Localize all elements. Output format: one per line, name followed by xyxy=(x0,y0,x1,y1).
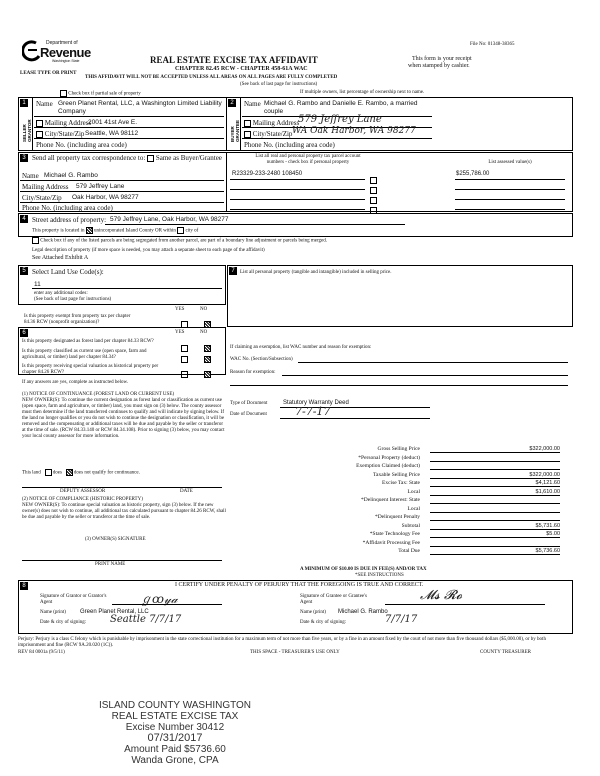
tax-row-value: $5,731.60 xyxy=(430,522,560,530)
stamp-line-4: 07/31/2017 xyxy=(147,732,203,744)
land-use-label: Select Land Use Code(s): xyxy=(32,268,104,276)
assessed-header: List assessed value(s) xyxy=(488,160,532,165)
grantor-name-label: Name (print) xyxy=(40,610,66,615)
notice-2-body: NEW OWNER(S): To continue special valuation as historic property, sign (3) below. If the new owner(s) does not wish to continue, all additional tax calculated pursuant to chapter 84.26 RCW, shall be due and payable by the seller or transferor at the time of sale. xyxy=(22,503,226,520)
perjury-notice: Perjury: Perjury is a class C felony which is punishable by imprisonment in the state correctional institution for a maximum term of not more than five years, or by a fine in an amount fixed by the court of not more than five thousand dollars ($5,000.00), or by both imprisonment and fine (RCW 9A.20.020 (1C)). xyxy=(18,637,546,648)
tax-row-label: *Delinquent Penalty xyxy=(374,514,420,520)
revenue-logo-icon xyxy=(22,40,42,62)
receipt-note-2: when stamped by cashier. xyxy=(408,63,470,69)
buyer-mailing: 579 Jeffrey Lane xyxy=(298,114,382,125)
parcel-number: R23329-233-2480 108450 xyxy=(232,171,303,177)
see-attached: See Attached Exhibit A xyxy=(32,255,89,261)
exempt-question: Is this property exempt from property tax per chapter 84.36 RCW (nonprofit organization)? xyxy=(24,314,131,325)
tax-row-label: Total Due xyxy=(398,548,420,554)
corr-name-label: Name xyxy=(22,172,39,180)
does-qualify-checkbox[interactable] xyxy=(45,469,52,476)
lease-note: LEASE TYPE OR PRINT xyxy=(20,71,77,76)
dept-line3: Washington State xyxy=(52,59,80,63)
buyer-city: WA Oak Harbor, WA 98277 xyxy=(292,126,416,136)
tax-row-value xyxy=(430,454,560,462)
deputy-assessor-label: DEPUTY ASSESSOR xyxy=(60,489,106,494)
tax-row-label: *State Technology Fee xyxy=(369,531,420,537)
tax-row-value: $322,000.00 xyxy=(430,471,560,479)
city-of-checkbox[interactable] xyxy=(177,227,184,234)
date-document: 7-7-17 xyxy=(295,405,331,418)
notice-1-body: NEW OWNER(S): To continue the current designation as forest land or classification as current use (open space, farm and agriculture, or timber) land, you must sign on (3) below. The county assessor must then determine if the land transferred continues to qualify and will indicate by signing below. If the land no longer qualifies or you do not wish to continue the designation or classification, it will be removed and the compensating or additional taxes will be due and payable by the seller or transferor at the time of sale. (RCW 84.33.140 or RCW 84.34.108). Prior to signing (3) below, you may contact your local county assessor for more information. xyxy=(22,398,225,439)
qualify-line: This land does does not qualify for continuance. xyxy=(22,470,140,476)
buyer-side-label: BUYER GRANTEE xyxy=(230,119,240,142)
stamp-line-6: Wanda Grone, CPA xyxy=(131,755,219,766)
unincorporated-checkbox[interactable] xyxy=(86,227,93,234)
grantor-name: Green Planet Rental, LLC xyxy=(80,609,149,615)
partial-sale-label: Check box if partial sale of property xyxy=(60,90,141,98)
tax-row-label: Subtotal xyxy=(401,522,420,529)
tax-row-label: *Delinquent Interest: State xyxy=(361,497,420,503)
section-4-number: 4 xyxy=(20,215,28,223)
seller-city: Seattle, WA 98112 xyxy=(85,130,139,137)
tax-row-value xyxy=(430,539,560,547)
tax-row-label: Local xyxy=(407,505,420,512)
yes-header-1: YES xyxy=(175,307,185,312)
tax-row-value: $4,121.60 xyxy=(430,479,560,487)
legal-description-label: Legal description of property (if more space is needed, you may attach a separate sheet to each page of the affidavit) xyxy=(32,248,265,253)
seller-mailing: 2001 41st Ave E. xyxy=(88,119,138,126)
tax-row-label: Gross Selling Price xyxy=(377,446,420,452)
tax-row xyxy=(280,547,560,556)
tax-row xyxy=(280,479,560,488)
grantee-date-label: Date & city of signing: xyxy=(300,620,347,625)
street-address-label: Street address of property: xyxy=(32,216,107,224)
does-not-qualify-checkbox[interactable] xyxy=(66,469,73,476)
tax-row xyxy=(280,539,560,548)
no-header-1: NO xyxy=(200,307,208,312)
tax-row-label: *Personal Property (deduct) xyxy=(358,454,420,461)
tax-calculation-table xyxy=(280,445,560,556)
buyer-name-label: Name xyxy=(244,100,261,108)
segregation-checkbox[interactable] xyxy=(32,237,39,244)
corr-mailing-label: Mailing Address xyxy=(22,183,69,191)
stamp-line-3: Excise Number 30412 xyxy=(125,722,225,733)
historic-yes-checkbox[interactable] xyxy=(181,365,188,383)
parcel-header: List all real and personal property tax parcel account numbers - check box if personal property xyxy=(255,154,361,165)
tax-row-label: Taxable Selling Price xyxy=(373,471,420,478)
partial-sale-checkbox[interactable] xyxy=(60,90,67,97)
section-2-number: 2 xyxy=(228,99,236,107)
grantee-signature: 𝓜𝓼 𝓡𝓸 xyxy=(420,588,463,603)
tax-row-value: $5.00 xyxy=(430,530,560,538)
file-number: File No: 01348-38365 xyxy=(470,42,515,47)
assessed-value: $255,786.00 xyxy=(456,171,490,177)
date-document-label: Date of Document xyxy=(230,412,267,417)
see-back-text: (See back of last page for instructions) xyxy=(240,82,318,87)
personal-property-label: List all personal property (tangible and intangible) included in selling price. xyxy=(240,270,392,275)
see-instructions-note: *SEE INSTRUCTIONS xyxy=(355,573,404,578)
form-title: REAL ESTATE EXCISE TAX AFFIDAVIT xyxy=(150,55,318,65)
send-correspondence-label: Send all property tax correspondence to: Same as Buyer/Grantee xyxy=(32,154,222,162)
buyer-mailing-checkbox[interactable] xyxy=(244,120,251,127)
section-8-number: 8 xyxy=(20,582,28,590)
notice-2-title: (2) NOTICE OF COMPLIANCE (HISTORIC PROPERTY) xyxy=(22,497,143,502)
historic-question: Is this property receiving special valuation as historical property per chapter 84.26 RCW? xyxy=(22,364,159,375)
treasurer-stamp xyxy=(60,700,290,766)
buyer-city-checkbox[interactable] xyxy=(244,131,251,138)
yes-header-2: YES xyxy=(175,330,185,335)
grantor-signature: ℊꝏ𝓎𝒶 xyxy=(140,592,178,606)
stamp-line-5: Amount Paid $5736.60 xyxy=(124,744,226,755)
section-7-number: 7 xyxy=(229,267,237,275)
grantee-date: 7/7/17 xyxy=(385,614,418,625)
located-line: This property is located in unincorporated Island County OR within city of xyxy=(32,228,199,234)
tax-row-value xyxy=(430,513,560,521)
tax-row xyxy=(280,530,560,539)
grantee-name: Michael G. Rambo xyxy=(338,609,388,615)
historic-no-checkbox[interactable] xyxy=(204,365,211,383)
section-5-number: 5 xyxy=(20,267,28,275)
tax-row xyxy=(280,496,560,505)
stamp-line-1: ISLAND COUNTY WASHINGTON xyxy=(98,700,252,711)
forest-question: Is this property designated as forest land per chapter 84.33 RCW? xyxy=(22,339,154,344)
exemption-claim-label: If claiming an exemption, list WAC number and reason for exemption: xyxy=(230,345,372,350)
warning-text: THIS AFFIDAVIT WILL NOT BE ACCEPTED UNLESS ALL AREAS ON ALL PAGES ARE FULLY COMPLETED xyxy=(85,75,338,80)
tax-row-value: $322,000.00 xyxy=(430,445,560,453)
land-use-code: 11 xyxy=(34,281,41,288)
seller-name: Green Planet Rental, LLC, a Washington Limited Liability xyxy=(58,100,222,107)
section-6-number: 6 xyxy=(20,329,28,337)
seller-mailing-checkbox[interactable] xyxy=(36,120,43,127)
deputy-date-label: DATE xyxy=(180,489,193,494)
section-3-number: 3 xyxy=(20,154,28,162)
tax-row xyxy=(280,471,560,480)
tax-row xyxy=(280,488,560,497)
buyer-phone-label: Phone No. (including area code) xyxy=(244,141,335,149)
wac-number-label: WAC No. (Section/Subsection) xyxy=(230,357,293,362)
dept-line1: Department of xyxy=(46,40,78,46)
seller-phone-label: Phone No. (including area code) xyxy=(36,141,127,149)
certify-statement: I CERTIFY UNDER PENALTY OF PERJURY THAT THE FOREGOING IS TRUE AND CORRECT. xyxy=(175,582,424,588)
tax-row xyxy=(280,522,560,531)
tax-row-label: Excise Tax: State xyxy=(381,480,420,486)
grantor-date-label: Date & city of signing: xyxy=(40,620,87,625)
section-1-number: 1 xyxy=(20,99,28,107)
current-use-question: Is this property classified as current use (open space, farm and agricultural, or timber) land per chapter 84.34? xyxy=(22,349,147,360)
if-yes-note: If any answers are yes, complete as instructed below. xyxy=(22,380,129,385)
buyer-name: Michael G. Rambo and Danielle E. Rambo, a married xyxy=(264,100,418,107)
grantor-date: Seattle 7/7/17 xyxy=(110,614,182,625)
minimum-due-note: A MINIMUM OF $10.00 IS DUE IN FEE(S) AND/OR TAX xyxy=(300,567,427,572)
tax-row-value xyxy=(430,462,560,470)
tax-row-value xyxy=(430,496,560,504)
seller-mailing-label: Mailing Address xyxy=(36,119,91,127)
seller-name-label: Name xyxy=(36,100,53,108)
notice-1-title: (1) NOTICE OF CONTINUANCE (FOREST LAND OR CURRENT USE) xyxy=(22,392,175,397)
tax-row-label: Local xyxy=(407,488,420,495)
tax-row xyxy=(280,462,560,471)
additional-codes-label: enter any additional codes: xyxy=(34,291,88,296)
reason-label: Reason for exemption: xyxy=(230,370,276,375)
corr-city: Oak Harbor, WA 98277 xyxy=(72,194,139,201)
seller-side-label: SELLER GRANTOR xyxy=(22,119,32,142)
stamp-line-2: REAL ESTATE EXCISE TAX xyxy=(111,711,239,722)
dept-line2: Revenue xyxy=(40,45,91,60)
seller-city-label: City/State/Zip xyxy=(36,130,84,138)
owner-signature-label: (3) OWNER(S) SIGNATURE xyxy=(85,537,146,542)
buyer-city-label: City/State/Zip xyxy=(244,130,292,138)
corr-city-label: City/State/Zip xyxy=(22,194,62,202)
grantee-name-label: Name (print) xyxy=(300,610,326,615)
segregation-line: Check box if any of the listed parcels are being segregated from another parcel, are part of a boundary line adjustment or parcels being merged. xyxy=(32,237,327,245)
type-document: Statutory Warranty Deed xyxy=(283,400,349,406)
form-subtitle: CHAPTER 82.45 RCW - CHAPTER 458-61A WAC xyxy=(175,66,308,72)
corr-mailing: 579 Jeffrey Lane xyxy=(76,183,125,190)
print-name-label: PRINT NAME xyxy=(95,562,126,567)
tax-row-value xyxy=(430,505,560,513)
tax-row xyxy=(280,505,560,514)
buyer-name-2: couple xyxy=(264,108,284,115)
type-document-label: Type of Document xyxy=(230,401,268,406)
section-5-see-back: (See back of last page for instructions) xyxy=(34,297,112,302)
no-header-2: NO xyxy=(200,330,208,335)
tax-row xyxy=(280,513,560,522)
tax-row xyxy=(280,445,560,454)
seller-name-2: Company xyxy=(58,108,86,115)
tax-row-label: Exemption Claimed (deduct) xyxy=(356,463,420,469)
tax-row-label: *Affidavit Processing Fee xyxy=(362,539,420,546)
seller-city-checkbox[interactable] xyxy=(36,131,43,138)
grantee-signature-label: Signature of Grantee or Grantee's Agent xyxy=(300,594,367,605)
revision-code: REV 84 0001a (9/5/11) xyxy=(18,650,65,655)
receipt-note-1: This form is your receipt xyxy=(412,56,472,62)
corr-name: Michael G. Rambo xyxy=(44,172,98,179)
buyer-mailing-label: Mailing Address xyxy=(244,119,299,127)
street-address: 579 Jeffrey Lane, Oak Harbor, WA 98277 xyxy=(110,216,229,223)
county-treasurer-label: COUNTY TREASURER xyxy=(480,650,531,655)
same-as-buyer-checkbox[interactable] xyxy=(147,155,154,162)
tax-row-value: $1,610.00 xyxy=(430,488,560,496)
multiple-owners-note: If multiple owners, list percentage of ownership next to name. xyxy=(300,90,425,95)
grantor-signature-label: Signature of Grantor or Grantor's Agent xyxy=(40,594,107,605)
tax-row-value: $5,736.60 xyxy=(430,547,560,555)
tax-row xyxy=(280,454,560,463)
corr-phone-label: Phone No. (including area code) xyxy=(22,204,113,212)
treasurer-use-label: THIS SPACE - TREASURER'S USE ONLY xyxy=(250,650,340,655)
